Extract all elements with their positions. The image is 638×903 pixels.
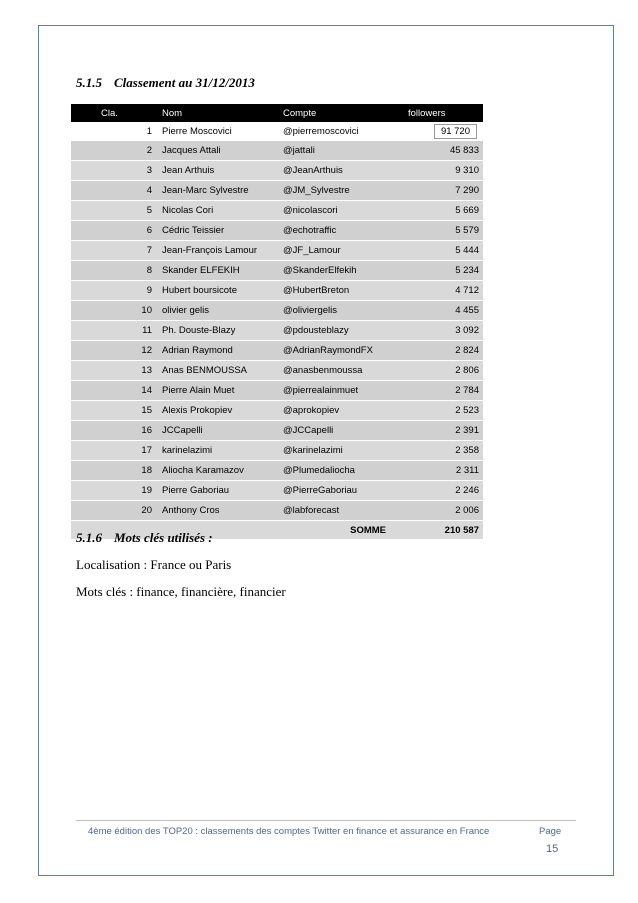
rank-cell: 7: [71, 241, 158, 261]
followers-cell: 45 833: [404, 141, 483, 161]
header-rank: Cla.: [71, 104, 158, 122]
rank-cell: 2: [71, 141, 158, 161]
table-row: [71, 161, 483, 181]
account-cell: @JCCapelli: [279, 421, 404, 441]
followers-cell: 7 290: [404, 181, 483, 201]
name-cell: JCCapelli: [158, 421, 279, 441]
rank-cell: 9: [71, 281, 158, 301]
rank-cell: 18: [71, 461, 158, 481]
name-cell: olivier gelis: [158, 301, 279, 321]
followers-cell: 3 092: [404, 321, 483, 341]
account-cell: @jattali: [279, 141, 404, 161]
section-title: Mots clés utilisés :: [114, 530, 213, 545]
account-cell: @anasbenmoussa: [279, 361, 404, 381]
table-row: [71, 321, 483, 341]
table-row: [71, 381, 483, 401]
table-row: [71, 361, 483, 381]
rank-cell: 14: [71, 381, 158, 401]
name-cell: Pierre Alain Muet: [158, 381, 279, 401]
header-name: Nom: [158, 104, 279, 122]
rank-cell: 19: [71, 481, 158, 501]
account-cell: @nicolascori: [279, 201, 404, 221]
keywords-text: Mots clés : finance, financière, financier: [76, 584, 286, 599]
followers-cell: 2 246: [404, 481, 483, 501]
rank-cell: 16: [71, 421, 158, 441]
table-row: [71, 341, 483, 361]
followers-cell: 9 310: [404, 161, 483, 181]
rank-cell: 4: [71, 181, 158, 201]
section-number: 5.1.5: [76, 75, 102, 90]
rank-cell: 13: [71, 361, 158, 381]
header-followers: followers: [404, 104, 483, 122]
rank-cell: 17: [71, 441, 158, 461]
followers-cell: 2 523: [404, 401, 483, 421]
account-cell: @pierremoscovici: [279, 122, 404, 141]
account-cell: @SkanderElfekih: [279, 261, 404, 281]
followers-cell: 2 006: [404, 501, 483, 521]
table-row: [71, 261, 483, 281]
name-cell: Jean-Marc Sylvestre: [158, 181, 279, 201]
table-row: [71, 421, 483, 441]
table-row: [71, 241, 483, 261]
followers-cell: 4 712: [404, 281, 483, 301]
followers-cell: 2 784: [404, 381, 483, 401]
rank-cell: 1: [71, 122, 158, 141]
rank-cell: 3: [71, 161, 158, 181]
header-account: Compte: [279, 104, 404, 122]
section-number: 5.1.6: [76, 530, 102, 545]
followers-cell: 5 579: [404, 221, 483, 241]
rank-cell: 20: [71, 501, 158, 521]
account-cell: @Plumedaliocha: [279, 461, 404, 481]
followers-cell: 4 455: [404, 301, 483, 321]
rank-cell: 6: [71, 221, 158, 241]
name-cell: karinelazimi: [158, 441, 279, 461]
name-cell: Ph. Douste-Blazy: [158, 321, 279, 341]
section-heading-mots-cles: [76, 530, 213, 546]
name-cell: Jacques Attali: [158, 141, 279, 161]
name-cell: Cédric Teissier: [158, 221, 279, 241]
rank-cell: 12: [71, 341, 158, 361]
name-cell: Alexis Prokopiev: [158, 401, 279, 421]
table-row: [71, 441, 483, 461]
account-cell: @labforecast: [279, 501, 404, 521]
table-header-row: [71, 104, 483, 122]
table-row: [71, 122, 483, 141]
name-cell: Aliocha Karamazov: [158, 461, 279, 481]
rank-cell: 10: [71, 301, 158, 321]
name-cell: Jean Arthuis: [158, 161, 279, 181]
total-label: SOMME: [279, 521, 404, 540]
followers-cell: 5 234: [404, 261, 483, 281]
name-cell: Skander ELFEKIH: [158, 261, 279, 281]
footer-text: 4ème édition des TOP20 : classements des comptes Twitter en finance et assurance en France: [88, 826, 490, 837]
name-cell: Anthony Cros: [158, 501, 279, 521]
localisation-text: Localisation : France ou Paris: [76, 557, 232, 572]
followers-cell: 2 824: [404, 341, 483, 361]
footer-page-number: 15: [546, 843, 559, 855]
section-title: Classement au 31/12/2013: [114, 75, 255, 90]
account-cell: @pierrealainmuet: [279, 381, 404, 401]
table-row: [71, 401, 483, 421]
name-cell: Nicolas Cori: [158, 201, 279, 221]
account-cell: @JM_Sylvestre: [279, 181, 404, 201]
table-row: [71, 501, 483, 521]
name-cell: Adrian Raymond: [158, 341, 279, 361]
followers-cell: 2 391: [404, 421, 483, 441]
account-cell: @AdrianRaymondFX: [279, 341, 404, 361]
name-cell: Jean-François Lamour: [158, 241, 279, 261]
account-cell: @echotraffic: [279, 221, 404, 241]
table-row: [71, 201, 483, 221]
rank-cell: 8: [71, 261, 158, 281]
followers-cell: 2 311: [404, 461, 483, 481]
followers-cell: [404, 122, 483, 141]
table-row: [71, 221, 483, 241]
rank-cell: 15: [71, 401, 158, 421]
table-row: [71, 301, 483, 321]
footer-divider: [76, 820, 576, 821]
rank-cell: 11: [71, 321, 158, 341]
followers-cell: 2 806: [404, 361, 483, 381]
account-cell: @JF_Lamour: [279, 241, 404, 261]
name-cell: Pierre Moscovici: [158, 122, 279, 141]
account-cell: @karinelazimi: [279, 441, 404, 461]
account-cell: @JeanArthuis: [279, 161, 404, 181]
name-cell: Pierre Gaboriau: [158, 481, 279, 501]
name-cell: Hubert boursicote: [158, 281, 279, 301]
section-heading-classement: [76, 75, 255, 91]
name-cell: Anas BENMOUSSA: [158, 361, 279, 381]
table-row: [71, 461, 483, 481]
followers-cell: 5 669: [404, 201, 483, 221]
account-cell: @HubertBreton: [279, 281, 404, 301]
account-cell: @pdousteblazy: [279, 321, 404, 341]
ranking-table: [71, 104, 483, 539]
table-row: [71, 481, 483, 501]
account-cell: @oliviergelis: [279, 301, 404, 321]
table-row: [71, 281, 483, 301]
account-cell: @PierreGaboriau: [279, 481, 404, 501]
account-cell: @aprokopiev: [279, 401, 404, 421]
table-row: [71, 141, 483, 161]
followers-cell: 2 358: [404, 441, 483, 461]
rank-cell: 5: [71, 201, 158, 221]
followers-cell: 5 444: [404, 241, 483, 261]
table-row: [71, 181, 483, 201]
footer-page-label: Page: [539, 826, 562, 837]
total-value: 210 587: [404, 521, 483, 540]
followers-value-box: 91 720: [434, 124, 477, 139]
